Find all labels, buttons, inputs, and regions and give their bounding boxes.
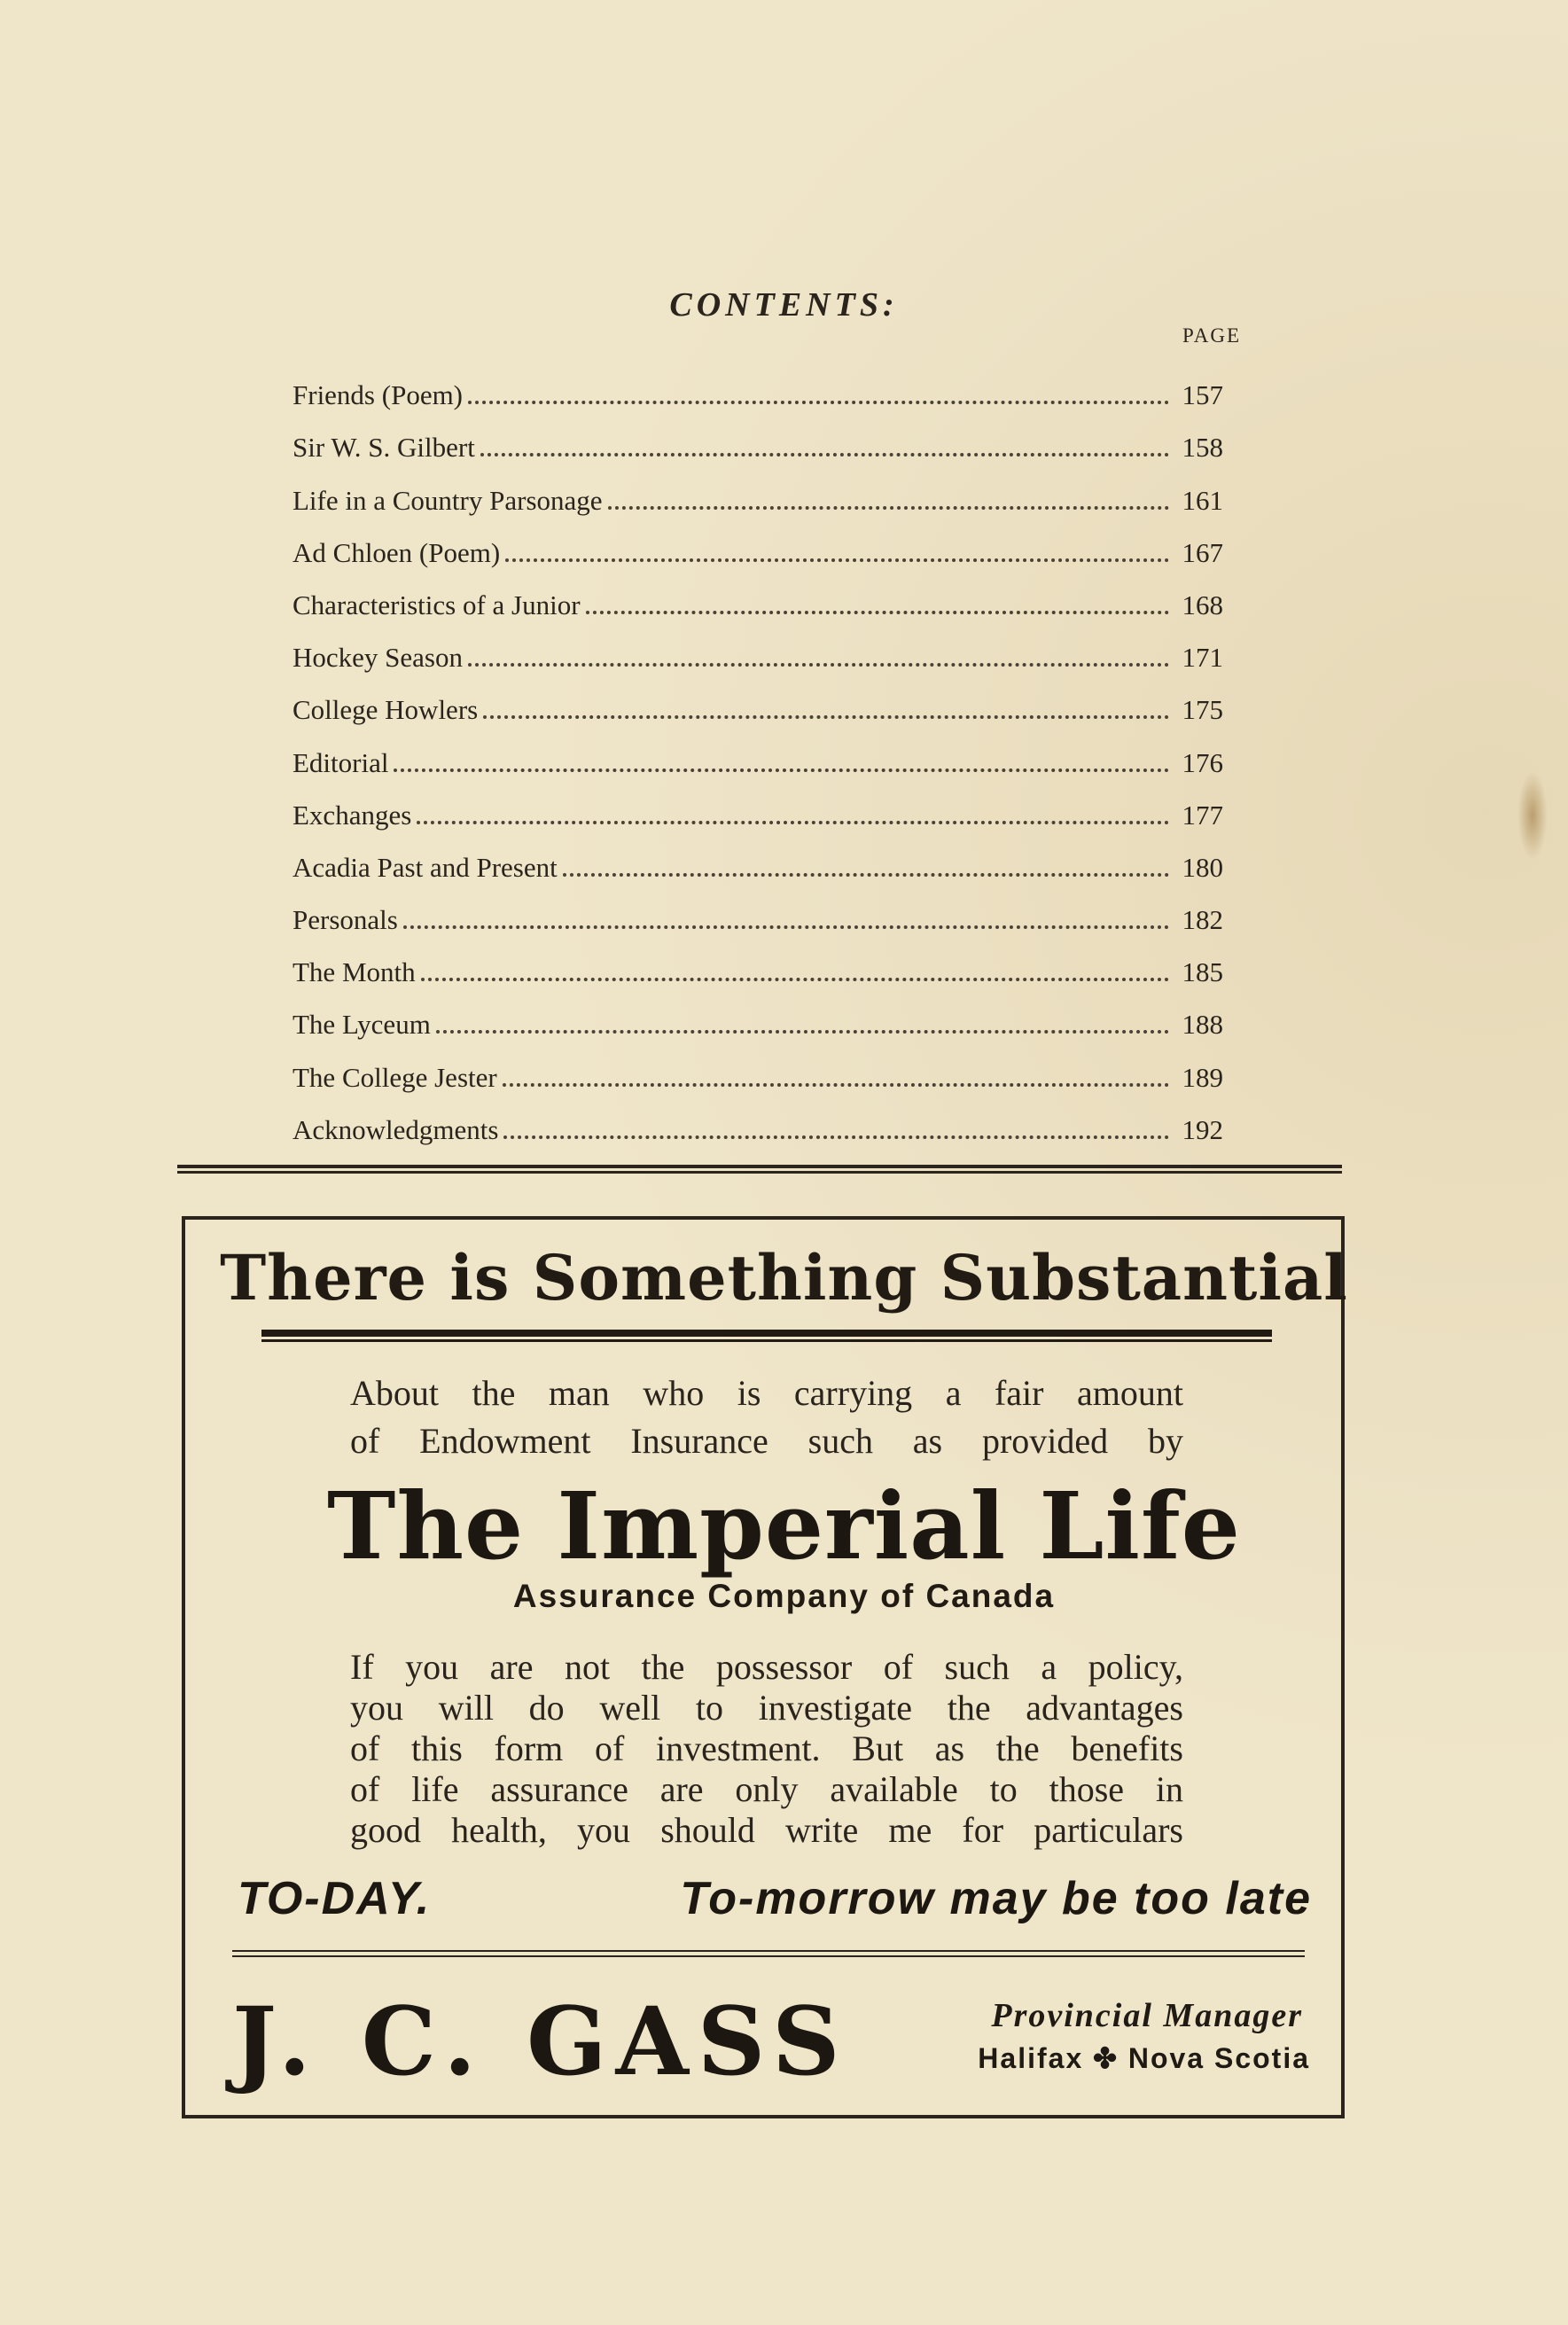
ad-body-line: of life assurance are only available to those in	[350, 1769, 1183, 1809]
ad-body	[350, 1647, 1183, 1851]
ad-body-line: of this form of investment. But as the benefits	[350, 1728, 1183, 1768]
leader-dots	[608, 506, 1169, 510]
company-subtitle: Assurance Company of Canada	[512, 1578, 1056, 1614]
leader-dots	[394, 768, 1169, 772]
signer-location: Halifax ✤ Nova Scotia	[978, 2042, 1310, 2074]
toc-entry-title: The College Jester	[293, 1061, 497, 1093]
leader-dots	[503, 1135, 1169, 1139]
toc-entry-page: 168	[1182, 589, 1223, 620]
toc-entry-page: 177	[1182, 799, 1223, 831]
toc-entry[interactable]	[293, 578, 1223, 630]
toc-entry-page: 175	[1182, 694, 1223, 726]
leader-dots	[468, 401, 1169, 404]
toc-entry-title: Acknowledgments	[293, 1113, 499, 1145]
toc-entry[interactable]	[293, 1049, 1223, 1102]
headline-underline	[261, 1330, 1272, 1342]
company-name: The Imperial Life	[327, 1471, 1241, 1580]
section-divider	[177, 1165, 1342, 1174]
leader-dots	[505, 558, 1169, 562]
ad-body-line: If you are not the possessor of such a policy,	[350, 1647, 1183, 1687]
ad-intro	[350, 1369, 1183, 1465]
ad-tagline	[238, 1872, 1312, 1925]
toc-entry[interactable]	[293, 683, 1223, 735]
ad-body-line: good health, you should write me for particulars	[350, 1810, 1183, 1850]
toc-entry[interactable]	[293, 997, 1223, 1049]
leader-dots	[436, 1030, 1169, 1034]
leader-dots	[483, 715, 1169, 719]
ad-intro-line: About the man who is carrying a fair amount	[350, 1373, 1183, 1413]
toc-entry[interactable]	[293, 893, 1223, 945]
toc-entry-title: The Month	[293, 956, 416, 988]
table-of-contents	[293, 368, 1223, 1155]
toc-entry-page: 158	[1182, 432, 1223, 464]
toc-entry[interactable]	[293, 945, 1223, 997]
signer-title: Provincial Manager	[991, 1997, 1303, 2034]
leader-dots	[421, 978, 1169, 981]
leader-dots	[468, 663, 1169, 667]
toc-entry-page: 161	[1182, 484, 1223, 516]
toc-entry-page: 167	[1182, 536, 1223, 568]
toc-entry-title: The Lyceum	[293, 1009, 431, 1041]
toc-entry-page: 171	[1182, 642, 1223, 674]
ad-body-line: you will do well to investigate the advantages	[350, 1688, 1183, 1728]
leader-dots	[403, 925, 1169, 929]
contents-title: CONTENTS:	[669, 286, 899, 324]
tagline-tomorrow: To-morrow may be too late	[680, 1873, 1312, 1924]
toc-entry[interactable]	[293, 472, 1223, 525]
page-column-header: PAGE	[1182, 324, 1241, 347]
toc-entry-title: Sir W. S. Gilbert	[293, 432, 475, 464]
toc-entry-title: Editorial	[293, 746, 389, 778]
toc-entry[interactable]	[293, 788, 1223, 840]
toc-entry-page: 189	[1182, 1061, 1223, 1093]
toc-entry-title: Ad Chloen (Poem)	[293, 536, 501, 568]
toc-entry-title: Acadia Past and Present	[293, 851, 558, 883]
toc-entry-title: Life in a Country Parsonage	[293, 484, 603, 516]
toc-entry[interactable]	[293, 630, 1223, 683]
toc-entry[interactable]	[293, 420, 1223, 472]
toc-entry-title: Friends (Poem)	[293, 379, 464, 411]
toc-entry-title: Personals	[293, 904, 398, 936]
toc-entry-page: 192	[1182, 1113, 1223, 1145]
toc-entry-page: 188	[1182, 1009, 1223, 1041]
paper-stain	[1517, 771, 1548, 860]
toc-entry-page: 180	[1182, 851, 1223, 883]
toc-entry-title: Exchanges	[293, 799, 412, 831]
leader-dots	[586, 611, 1169, 614]
signer-name: J. C. GASS	[232, 1986, 849, 2096]
leader-dots	[563, 873, 1169, 877]
toc-entry-title: Characteristics of a Junior	[293, 589, 581, 620]
toc-entry-page: 182	[1182, 904, 1223, 936]
signature-divider	[232, 1950, 1305, 1957]
toc-entry-title: College Howlers	[293, 694, 479, 726]
toc-entry-page: 185	[1182, 956, 1223, 988]
toc-entry-page: 157	[1182, 379, 1223, 411]
toc-entry[interactable]	[293, 735, 1223, 787]
leader-dots	[480, 453, 1169, 456]
toc-entry-title: Hockey Season	[293, 642, 463, 674]
ad-headline: There is Something Substantial	[220, 1241, 1348, 1315]
leader-dots	[503, 1083, 1169, 1087]
toc-entry-page: 176	[1182, 746, 1223, 778]
tagline-today: TO-DAY.	[238, 1873, 432, 1924]
leader-dots	[417, 821, 1169, 824]
toc-entry[interactable]	[293, 526, 1223, 578]
ad-intro-line: of Endowment Insurance such as provided by	[350, 1421, 1183, 1461]
toc-entry[interactable]	[293, 368, 1223, 420]
toc-entry[interactable]	[293, 1103, 1223, 1155]
toc-entry[interactable]	[293, 840, 1223, 893]
